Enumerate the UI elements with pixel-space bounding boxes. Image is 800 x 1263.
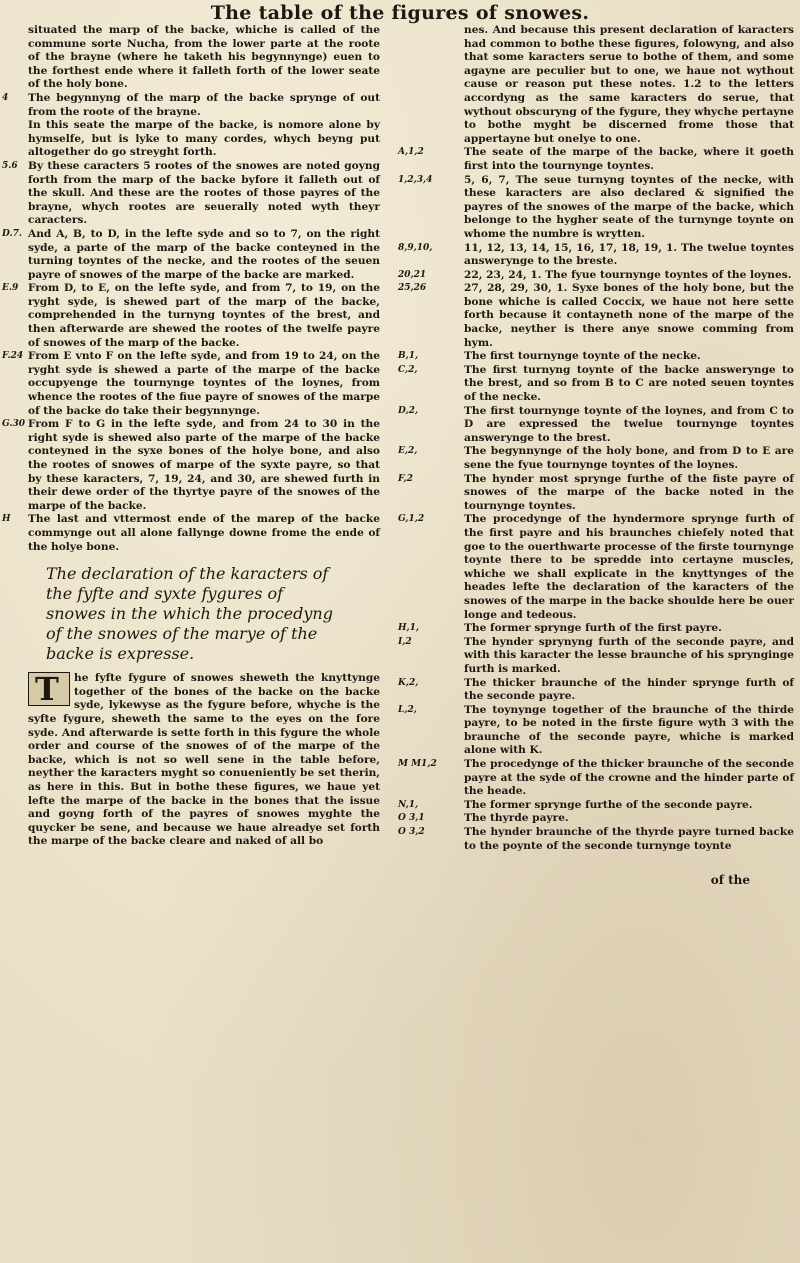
margin-note: B,1, bbox=[398, 351, 419, 362]
right-paragraph bbox=[398, 826, 794, 853]
paragraph-text: The last and vttermost ende of the marep of the backe commynge out all alone fallynge downe frome the ende of the holye bone. bbox=[28, 513, 380, 553]
margin-note: O 3,2 bbox=[398, 827, 425, 838]
paragraph-text: From E vnto F on the lefte syde, and from 19 to 24, on the ryght syde is shewed a parte of the marpe of the backe occupyenge the tournynge toyntes of the loynes, from whence the rootes of the fiue payre of snowes of the marpe of the backe do take their begynnynge. bbox=[28, 350, 380, 417]
right-paragraph bbox=[398, 513, 794, 622]
margin-note: O 3,1 bbox=[398, 813, 425, 824]
left-paragraph bbox=[2, 119, 380, 160]
margin-note: A,1,2 bbox=[398, 147, 424, 158]
right-column bbox=[398, 24, 794, 888]
margin-note: G.30 bbox=[2, 419, 26, 430]
paragraph-text: The first tournynge toynte of the loynes, and from C to D are expressed the twelue tournynge toyntes answerynge to the brest. bbox=[464, 404, 794, 444]
right-paragraph bbox=[398, 677, 794, 704]
paragraph-text: From D, to E, on the lefte syde, and from 7, to 19, on the ryght syde, is shewed part of the marp of the backe, comprehended in the turnyng toyntes of the brest, and then afterwarde are shewed the rootes of the twelfe payre of snowes of the marp of the backe. bbox=[28, 282, 380, 349]
paragraph-text: nes. And because this present declaration of karacters had common to bothe these figures, folowyng, and also that some karacters serue to bothe of them, and some agayne are peculier but to one, we haue not wythout cause or reason put these notes. 1.2 to the letters accordyng as the same karacters do serue, that wythout obscuryng of the fygure, they whyche pertayne to bothe myght be discerned frome those that appertayne but onelye to one. bbox=[464, 24, 794, 145]
left-paragraph bbox=[2, 513, 380, 554]
margin-note: 25,26 bbox=[398, 283, 427, 294]
right-paragraph bbox=[398, 269, 794, 283]
right-paragraph bbox=[398, 445, 794, 472]
drop-cap bbox=[28, 670, 70, 709]
right-paragraph bbox=[398, 812, 794, 826]
margin-note: L,2, bbox=[398, 704, 417, 715]
right-paragraph bbox=[398, 704, 794, 758]
left-paragraph bbox=[2, 282, 380, 350]
margin-note: D.7. bbox=[2, 228, 23, 239]
paragraph-text: The thicker braunche of the hinder sprynge furth of the seconde payre. bbox=[464, 676, 794, 703]
margin-note: G,1,2 bbox=[398, 514, 425, 525]
margin-note: H,1, bbox=[398, 623, 420, 634]
paragraph-text: In this seate the marpe of the backe, is nomore alone by hymselfe, but is lyke to many cordes, whych beyng put altogether do go streyght forth. bbox=[28, 119, 380, 159]
margin-note: H bbox=[2, 514, 11, 525]
left-column bbox=[2, 24, 380, 849]
paragraph-text: The begynnyng of the marp of the backe sprynge of out from the roote of the brayne. bbox=[28, 91, 380, 118]
left-paragraph bbox=[2, 92, 380, 119]
paragraph-text: The hynder sprynyng furth of the seconde payre, and with this karacter the lesse braunche of his sprynginge furth is marked. bbox=[464, 635, 794, 675]
margin-note: I,2 bbox=[398, 636, 412, 647]
paragraph-text: 5, 6, 7, The seue turnyng toyntes of the necke, with these karacters are also declared & signified the payres of the snowes of the marpe of the backe, which belonge to the hygher seate of the turnynge toynte on whome the numbre is wrytten. bbox=[464, 173, 794, 240]
right-paragraph bbox=[398, 174, 794, 242]
margin-note: F.24 bbox=[2, 351, 24, 362]
paragraph-text: The thyrde payre. bbox=[464, 812, 569, 825]
right-paragraph bbox=[398, 405, 794, 446]
margin-note: C,2, bbox=[398, 364, 418, 375]
paragraph-text: The toynynge together of the braunche of the thirde payre, to be noted in the firste figure wyth 3 with the braunche of the seconde payre, whiche is marked alone with K. bbox=[464, 703, 794, 757]
margin-note: E,2, bbox=[398, 446, 418, 457]
page-running-head: The table of the figures of snowes. bbox=[210, 2, 590, 24]
paragraph-text: The seate of the marpe of the backe, where it goeth first into the tournynge toyntes. bbox=[464, 146, 794, 172]
margin-note: 5.6 bbox=[2, 160, 18, 171]
left-paragraph bbox=[2, 24, 380, 92]
margin-note: E.9 bbox=[2, 283, 19, 294]
right-paragraph bbox=[398, 242, 794, 269]
paragraph-text: From F to G in the lefte syde, and from 24 to 30 in the right syde is shewed also parte of the marpe of the backe conteyned in the syxe bones of the holye bone, and also the rootes of snowes of marpe of the syxte payre, so that by these karacters, 7, 19, 24, and 30, are shewed furth in their dewe order of the thyrtye payre of the snowes of the marpe of the backe. bbox=[28, 418, 380, 512]
paragraph-text: 22, 23, 24, 1. The fyue tournynge toyntes of the loynes. bbox=[464, 268, 792, 281]
paragraph-text: By these caracters 5 rootes of the snowes are noted goyng forth from the marp of the backe byfore it falleth out of the skull. And these are the rootes of those payres of the brayne, whych rootes are seuerally noted wyth theyr caracters. bbox=[28, 159, 380, 227]
right-paragraph bbox=[398, 364, 794, 405]
paragraph-text: 11, 12, 13, 14, 15, 16, 17, 18, 19, 1. The twelue toyntes answerynge to the breste. bbox=[464, 241, 794, 268]
paragraph-text: The procedynge of the hyndermore sprynge furth of the first payre and his braunches chiefely noted that goe to the ouerthwarte processe of the firste tournynge toynte there to be spredde into certayne muscles, whiche we shall explicate in the knyttynges of the heades lefte the declaration of the karacters of the snowes of the marpe in the backe shoulde here be ouer longe and tedeous. bbox=[464, 513, 794, 621]
margin-note: K,2, bbox=[398, 677, 419, 688]
right-paragraph bbox=[398, 24, 794, 146]
margin-note: D,2, bbox=[398, 405, 419, 416]
drop-cap-letter: T bbox=[35, 670, 59, 709]
right-paragraph bbox=[398, 282, 794, 350]
paragraph-text: The former sprynge furthe of the seconde payre. bbox=[464, 798, 753, 811]
paragraph-text: And A, B, to D, in the lefte syde and so to 7, on the right syde, a parte of the marp of the backe conteyned in the turning toyntes of the necke, and the rootes of the seuen payre of snowes of the marpe of the backe are marked. bbox=[28, 227, 380, 281]
margin-note: F,2 bbox=[398, 473, 413, 484]
margin-note: 20,21 bbox=[398, 269, 427, 280]
paragraph-text: he fyfte fygure of snowes sheweth the knyttynge together of the bones of the backe on the backe syde, lykewyse as the fygure before, whyche is the syfte fygure, sheweth the same to the eyes on the fore syde. And afterwarde is sette forth in this fygure the whole order and course of the snowes of of the marpe of the backe, which is not so well sene in the table before, neyther the karacters myght so conueniently be set therin, as here in this. But in bothe these figures, we haue yet lefte the marpe of the backe in the bones that the issue and goyng forth of the payres of snowes myghte the quycker be sene, and because we haue alreadye set forth the marpe of the backe cleare and naked of all bo bbox=[28, 672, 380, 848]
right-paragraph bbox=[398, 146, 794, 173]
section-subheading: The declaration of the karacters of the fyfte and syxte fygures of snowes in the which the procedyng of the snowes of the marye of the backe is expresse. bbox=[46, 564, 333, 664]
right-paragraph bbox=[398, 636, 794, 677]
margin-note: N,1, bbox=[398, 799, 419, 810]
paragraph-text: situated the marp of the backe, whiche is called of the commune sorte Nucha, from the lower parte at the roote of the brayne (where he taketh his begynnynge) euen to the forthest ende where it falleth forth of the lower seate of the holy bone. bbox=[28, 24, 380, 91]
margin-note: 1,2,3,4 bbox=[398, 174, 433, 185]
right-paragraph bbox=[398, 473, 794, 514]
left-paragraph bbox=[2, 350, 380, 418]
left-paragraph bbox=[2, 228, 380, 282]
margin-note: 4 bbox=[2, 92, 9, 103]
margin-note: M M1,2 bbox=[398, 759, 437, 770]
paragraph-text: The hynder most sprynge furthe of the fiste payre of snowes of the marpe of the backe noted in the tournynge toyntes. bbox=[464, 472, 794, 512]
right-paragraph bbox=[398, 799, 794, 813]
right-paragraph bbox=[398, 622, 794, 636]
right-paragraph bbox=[398, 350, 794, 364]
paragraph-text: The former sprynge furth of the first payre. bbox=[464, 622, 722, 635]
left-paragraph bbox=[2, 160, 380, 228]
paragraph-text: The procedynge of the thicker braunche of the seconde payre at the syde of the crowne and the hinder parte of the heade. bbox=[464, 758, 794, 798]
paragraph-text: The hynder braunche of the thyrde payre turned backe to the poynte of the seconde turnynge toynte bbox=[464, 826, 794, 852]
paragraph-text: The first tournynge toynte of the necke. bbox=[464, 350, 701, 363]
paragraph-text: The first turnyng toynte of the backe answerynge to the brest, and so from B to C are noted seuen toyntes of the necke. bbox=[464, 363, 794, 404]
paragraph-text: The begynnynge of the holy bone, and from D to E are sene the fyue tournynge toyntes of the loynes. bbox=[464, 445, 794, 471]
right-paragraph bbox=[398, 758, 794, 799]
paragraph-text: 27, 28, 29, 30, 1. Syxe bones of the holy bone, but the bone whiche is called Coccix, we haue not here sette forth because it contayneth none of the marpe of the backe, neyther is there anye snowe comming from hym. bbox=[464, 282, 794, 349]
margin-note: 8,9,10, bbox=[398, 242, 433, 253]
left-paragraph bbox=[2, 418, 380, 513]
catchword: of the bbox=[710, 873, 750, 888]
closing-paragraph bbox=[2, 672, 380, 849]
